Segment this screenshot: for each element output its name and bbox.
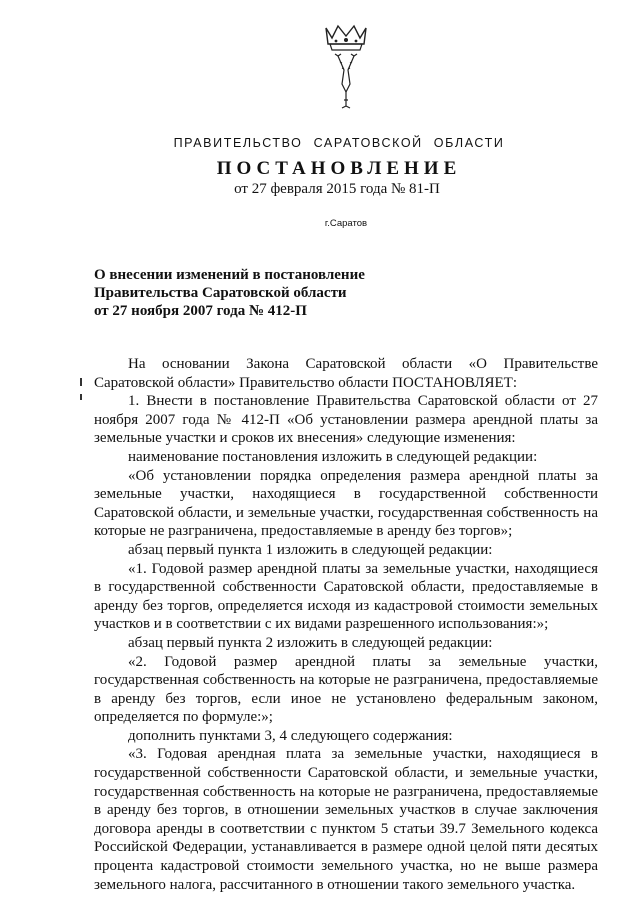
document-body	[94, 355, 598, 894]
subject-line: О внесении изменений в постановление	[94, 267, 365, 283]
issuing-city: г.Саратов	[324, 218, 368, 229]
body-paragraph: наименование постановления изложить в следующей редакции:	[128, 448, 538, 465]
document-date-number: от 27 февраля 2015 года № 81-П	[234, 181, 440, 197]
body-paragraph: 1. Внести в постановление Правительства Саратовской области от 27 ноября 2007 года № 412-П «Об установлении размера арендной платы за земельные участки и сроков их внесения» следующие изменения:	[94, 393, 598, 447]
body-paragraph: «1. Годовой размер арендной платы за земельные участки, находящиеся в государственной собственности Саратовской области, предоставляемые в аренду без торгов, определяется исходя из кадастровой стоимости земельных участков и в соответствии с их видами разрешенного использования:»;	[94, 560, 598, 633]
subject-line: от 27 ноября 2007 года № 412-П	[94, 303, 307, 319]
body-paragraph: дополнить пунктами 3, 4 следующего содержания:	[128, 727, 453, 744]
document-subject	[94, 266, 434, 320]
body-paragraph: абзац первый пункта 2 изложить в следующей редакции:	[128, 634, 493, 651]
subject-line: Правительства Саратовской области	[94, 285, 347, 301]
organization-name: ПРАВИТЕЛЬСТВО САРАТОВСКОЙ ОБЛАСТИ	[173, 136, 505, 150]
margin-mark	[80, 394, 82, 400]
body-paragraph: абзац первый пункта 1 изложить в следующей редакции:	[128, 541, 493, 558]
coat-of-arms-icon	[318, 22, 374, 118]
body-paragraph: «Об установлении порядка определения размера арендной платы за земельные участки, находящиеся в государственной собственности Саратовской области, и земельные участки, государственная собственность на которые не разграничена, предоставляемые в аренду без торгов»;	[94, 467, 598, 540]
body-paragraph: На основании Закона Саратовской области «О Правительстве Саратовской области» Правительство области ПОСТАНОВЛЯЕТ:	[94, 356, 598, 391]
document-type: ПОСТАНОВЛЕНИЕ	[216, 158, 462, 179]
body-paragraph: «3. Годовая арендная плата за земельные участки, находящиеся в государственной собственности Саратовской области, и земельные участки, государственная собственность на которые не разграничена, предоставляемые в аренду без торгов, в отношении земельных участков в случае заключения договора аренды в соответствии с пунктом 5 статьи 39.7 Земельного кодекса Российской Федерации, устанавливается в размере одной целой пяти десятых процента кадастровой стоимости земельного участка, но не выше размера земельного налога, рассчитанного в отношении такого земельного участка.	[94, 746, 598, 893]
margin-mark	[80, 378, 82, 386]
body-paragraph: «2. Годовой размер арендной платы за земельные участки, государственная собственность на которые не разграничена, предоставляемые в аренду без торгов, если иное не установлено федеральным законом, определяется по формуле:»;	[94, 653, 598, 726]
